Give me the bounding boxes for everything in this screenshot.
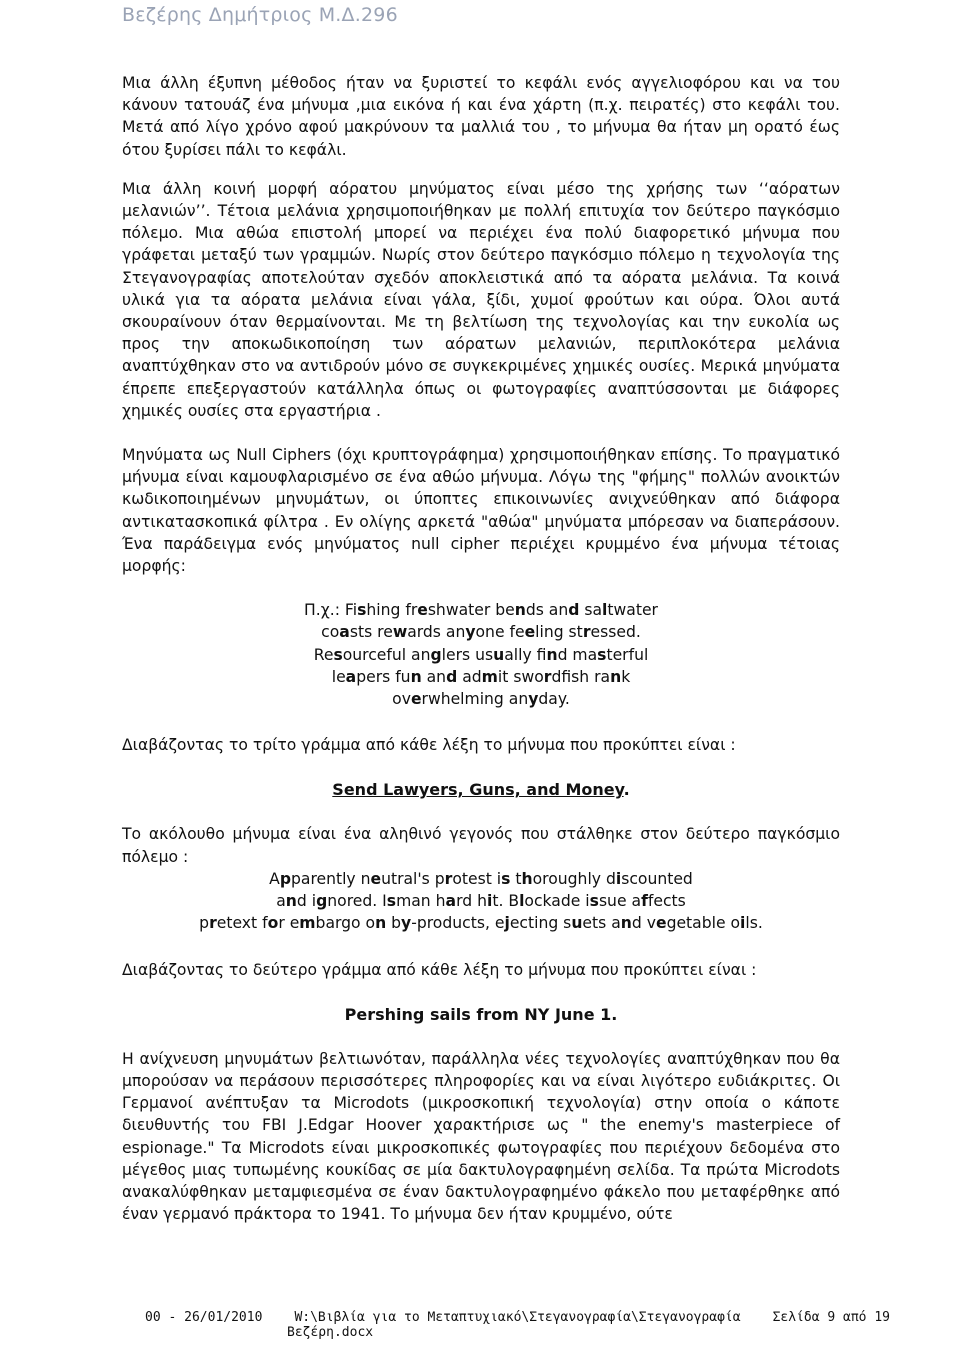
example-text: d ma — [557, 645, 598, 664]
highlighted-letter: j — [504, 914, 510, 933]
example-line — [122, 599, 840, 621]
highlighted-letter: u — [571, 914, 583, 933]
highlighted-letter: g — [430, 645, 442, 664]
example-text: le — [331, 667, 346, 686]
example-text: ecting s — [509, 914, 572, 933]
example-text: ards an — [407, 623, 466, 642]
highlighted-letter: n — [546, 645, 558, 664]
highlighted-letter: n — [514, 601, 526, 620]
example-line — [122, 666, 840, 688]
example-text: A — [269, 869, 280, 888]
highlighted-letter: s — [333, 645, 343, 664]
example-text: it swo — [497, 667, 544, 686]
footer-path-continued: Βεζέρη.docx — [287, 1325, 374, 1340]
highlighted-letter: g — [316, 892, 328, 911]
example-line — [122, 868, 840, 890]
null-cipher-example-1 — [122, 599, 840, 710]
example-text: t — [510, 869, 522, 888]
example-line — [122, 912, 840, 934]
example-text: day. — [538, 690, 570, 709]
null-cipher-example-2 — [122, 868, 840, 935]
highlighted-letter: s — [357, 601, 367, 620]
example-text: sts re — [349, 623, 393, 642]
highlighted-letter: s — [386, 892, 397, 911]
highlighted-letter: m — [481, 667, 498, 686]
paragraph-tattoo: Μια άλλη έξυπνη μέθοδος ήταν να ξυριστεί το κεφάλι ενός αγγελιοφόρου και να του κάνουν τατουάζ ένα μήνυμα ,μια εικόνα ή και ένα χάρτη (π.χ. πειρατές) στο κεφάλι του. Μετά από λίγο χρόνο αφού μακρύνουν τα μαλλιά του , το μήνυμα θα ήταν μη ορατό έως ότου ξυρίσει πάλι το κεφάλι. — [122, 74, 840, 159]
highlighted-letter: f — [641, 892, 648, 911]
highlighted-letter: e — [524, 623, 536, 642]
highlighted-letter: n — [610, 667, 622, 686]
example-text: lers us — [441, 645, 494, 664]
highlighted-letter: n — [285, 892, 297, 911]
highlighted-letter: a — [445, 892, 457, 911]
highlighted-letter: m — [299, 914, 316, 933]
example-text: k — [621, 667, 631, 686]
footer-date: 00 - 26/01/2010 — [145, 1310, 263, 1325]
footer-path: W:\Βιβλία για το Μεταπτυχιακό\Στεγανογραφία\Στεγανογραφία — [294, 1310, 741, 1325]
highlighted-letter: y — [401, 914, 412, 933]
highlighted-letter: s — [501, 869, 511, 888]
example-text: an — [421, 667, 447, 686]
page-footer — [145, 1310, 890, 1340]
highlighted-letter: e — [655, 914, 667, 933]
example-text: ad — [457, 667, 482, 686]
example-text: oroughly d — [532, 869, 616, 888]
paragraph-null-ciphers: Μηνύματα ως Null Ciphers (όχι κρυπτογράφημα) χρησιμοποιήθηκαν επίσης. Το πραγματικό μήνυμα είναι καμουφλαρισμένο σε ένα αθώο μήνυμα. Λόγω της "φήμης" πολλών ανοικτών κωδικοποιημένων μηνυμάτων, οι ύποπτες επικοινωνίες ανιχνεύθηκαν από διάφορα αντικατασκοπικά φίλτρα . Εν ολίγης αρκετά "αθώα" μηνύματα μπόρεσαν να διαπεράσουν. Ένα παράδειγμα ενός μηνύματος null cipher περιέχει κρυμμένο ένα μήνυμα τέτοιας μορφής: — [122, 446, 840, 576]
highlighted-letter: w — [392, 623, 408, 642]
highlighted-letter: a — [339, 623, 350, 642]
example-text: co — [321, 623, 340, 642]
highlighted-letter: e — [410, 690, 422, 709]
example-line — [122, 688, 840, 710]
decoded-text-1: Send Lawyers, Guns, and Money — [332, 780, 624, 800]
example-text: d i — [296, 892, 317, 911]
example-text: t. B — [492, 892, 520, 911]
page-header: Βεζέρης Δημήτριος Μ.Δ.296 — [122, 4, 398, 26]
example-text: ds an — [525, 601, 569, 620]
highlighted-letter: r — [543, 667, 552, 686]
example-text: p — [199, 914, 210, 933]
highlighted-letter: y — [528, 690, 539, 709]
example-text: twater — [607, 601, 658, 620]
highlighted-letter: a — [345, 667, 357, 686]
example-text: r e — [278, 914, 300, 933]
highlighted-letter: o — [267, 914, 279, 933]
intro-ww2-example: Το ακόλουθο μήνυμα είναι ένα αληθινό γεγονός που στάλθηκε στον δεύτερο παγκόσμιο πόλεμο : — [122, 825, 840, 866]
highlighted-letter: e — [370, 869, 382, 888]
example-text: terful — [606, 645, 649, 664]
highlighted-letter: r — [582, 623, 591, 642]
example-text: dfish ra — [551, 667, 611, 686]
example-text: nored. I — [327, 892, 387, 911]
example-text: ets a — [582, 914, 621, 933]
example-text: Re — [313, 645, 334, 664]
highlighted-letter: n — [375, 914, 387, 933]
example-text: man h — [396, 892, 446, 911]
example-text: otest i — [452, 869, 502, 888]
highlighted-letter: l — [602, 601, 608, 620]
example-text: rd h — [456, 892, 487, 911]
example-text: ally fi — [504, 645, 547, 664]
example-text: fects — [647, 892, 686, 911]
highlighted-letter: i — [615, 869, 622, 888]
example-text: shwater be — [427, 601, 515, 620]
lead-second-letter: Διαβάζοντας το δεύτερο γράμμα από κάθε λέξη το μήνυμα που προκύπτει είναι : — [122, 960, 757, 979]
example-line — [122, 621, 840, 643]
highlighted-letter: u — [493, 645, 505, 664]
example-text: utral's p — [381, 869, 445, 888]
example-text: sue a — [598, 892, 642, 911]
example-line — [122, 890, 840, 912]
highlighted-letter: s — [589, 892, 599, 911]
example-text: d v — [631, 914, 656, 933]
example-text: ls. — [745, 914, 763, 933]
example-text: rwhelming an — [421, 690, 529, 709]
highlighted-letter: n — [410, 667, 422, 686]
highlighted-letter: e — [417, 601, 428, 620]
highlighted-letter: n — [620, 914, 632, 933]
paragraph-invisible-ink: Μια άλλη κοινή μορφή αόρατου μηνύματος είναι μέσο της χρήσης των ‘‘αόρατων μελανιών’’. Τέτοια μελάνια χρησιμοποιήθηκαν με πολλή επιτυχία τον δεύτερο παγκόσμιο πόλεμο. Μια αθώα επιστολή μπορεί να περιέχει ένα πολύ διαφορετικό μήνυμα που γράφεται μεταξύ των γραμμών. Νωρίς στον δεύτερο παγκόσμιο πόλεμο η τεχνολογία της Στεγανογραφίας αποτελούταν σχεδόν αποκλειστικά από τα αόρατα μελάνια. Τα κοινά υλικά για τα αόρατα μελάνια είναι γάλα, ξίδι, χυμοί φρούτων και ούρα. Όλοι αυτά σκουραίνουν όταν θερμαίνονται. Με τη βελτίωση της τεχνολογίας και την ευκολία ως προς την αποκωδικοποίηση των αόρατων μελανιών, περιπλοκότερα μελάνια αναπτύχθηκαν στο να αντιδρούν μόνο σε συγκεκριμένες χημικές ουσίες. Μερικά μηνύματα έπρεπε επεξεργαστούν κατάλληλα όπως οι φωτογραφίες αναπτύσσονται με διάφορες χημικές ουσίες στα εργαστήρια . — [122, 179, 840, 420]
example-text: ling st — [535, 623, 583, 642]
highlighted-letter: s — [597, 645, 607, 664]
example-line — [122, 644, 840, 666]
example-text: hing fr — [366, 601, 418, 620]
footer-page-number: Σελίδα 9 από 19 — [772, 1310, 890, 1325]
example-text: -products, e — [411, 914, 505, 933]
decoded-text-2: Pershing sails from NY June 1 — [344, 1004, 612, 1024]
example-text: bargo o — [315, 914, 376, 933]
paragraph-microdots: Η ανίχνευση μηνυμάτων βελτιωνόταν, παράλληλα νέες τεχνολογίες αναπτύχθηκαν που θα μπορούσαν να περάσουν περισσότερες πληροφορίες και να είναι λιγότερο ευδιάκριτες. Οι Γερμανοί ανέπτυξαν τα Microdots (μικροσκοπική τεχνολογία) στην οποία ο κάποτε διευθυντής του FBI J.Edgar Hoover χαρακτήρισε ως " the enemy's masterpiece of espionage." Τα Microdots είναι μικροσκοπικές φωτογραφίες που περιέχουν δεδομένα στο μέγεθος μιας τυπωμένης κουκίδας σε μία δακτυλογραφημένη σελίδα. Τα πρώτα Microdots ανακαλύφθηκαν μεταμφιεσμένα σε έναν δακτυλογραφημένο φάκελο που μεταφέρθηκε από έναν γερμανό πράκτορα το 1941. Το μήνυμα δεν ήταν κρυμμένο, ούτε — [122, 1049, 840, 1224]
highlighted-letter: r — [444, 869, 453, 888]
highlighted-letter: y — [465, 623, 476, 642]
highlighted-letter: d — [568, 601, 580, 620]
decoded-message-2: Pershing sails from NY June 1. — [344, 1004, 618, 1024]
decoded-message-1: Send Lawyers, Guns, and Money. — [332, 780, 630, 800]
example-text: etext f — [216, 914, 268, 933]
highlighted-letter: h — [521, 869, 533, 888]
example-text: Π.χ.: Fi — [304, 601, 358, 620]
highlighted-letter: i — [486, 892, 493, 911]
example-text: one fe — [475, 623, 525, 642]
example-text: ockade i — [524, 892, 590, 911]
highlighted-letter: i — [740, 914, 746, 933]
highlighted-letter: d — [446, 667, 458, 686]
lead-third-letter: Διαβάζοντας το τρίτο γράμμα από κάθε λέξη το μήνυμα που προκύπτει είναι : — [122, 736, 736, 755]
example-text: a — [276, 892, 286, 911]
highlighted-letter: l — [519, 892, 525, 911]
example-text: pers fu — [356, 667, 411, 686]
example-text: scounted — [621, 869, 693, 888]
highlighted-letter: r — [209, 914, 217, 933]
example-text: ov — [392, 690, 411, 709]
document-body — [122, 72, 840, 1225]
highlighted-letter: p — [279, 869, 291, 888]
example-text: b — [386, 914, 402, 933]
example-text: getable o — [666, 914, 741, 933]
example-text: essed. — [590, 623, 641, 642]
example-text: parently n — [290, 869, 371, 888]
example-text: ourceful an — [342, 645, 431, 664]
example-text: sa — [579, 601, 603, 620]
